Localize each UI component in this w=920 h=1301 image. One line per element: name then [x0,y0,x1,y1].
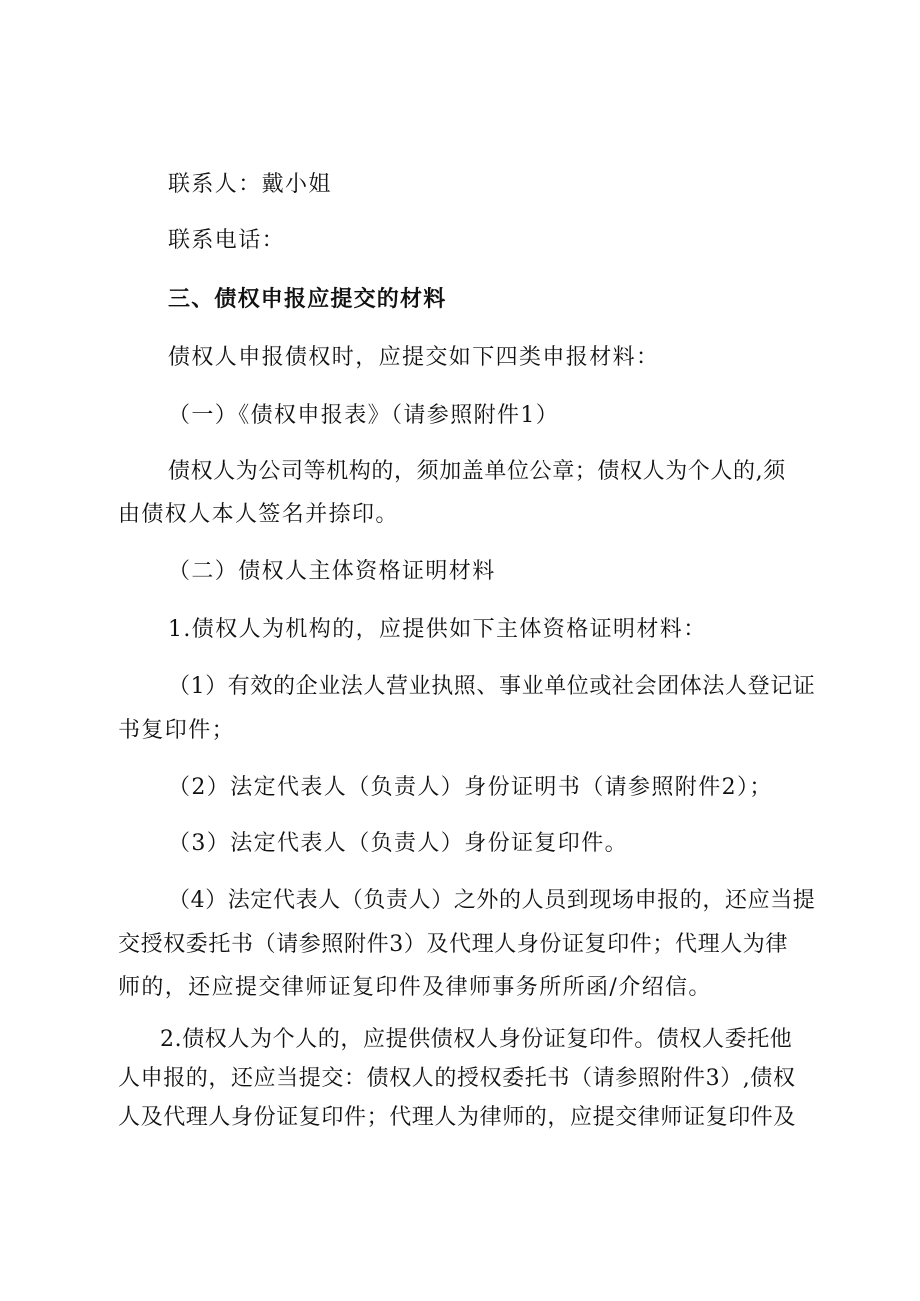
paragraph-line: 2.债权人为个人的，应提供债权人身份证复印件。债权人委托他 [160,1027,793,1052]
paragraph-line: 债权人为公司等机构的，须加盖单位公章；债权人为个人的,须 [168,459,786,484]
subheading-line: （二）债权人主体资格证明材料 [168,559,496,584]
paragraph-line: 书复印件； [118,718,236,743]
paragraph-line: 交授权委托书（请参照附件3）及代理人身份证复印件；代理人为律 [118,932,788,957]
paragraph-line: 人及代理人身份证复印件；代理人为律师的，应提交律师证复印件及 [118,1105,797,1130]
paragraph-line: 人申报的，还应当提交：债权人的授权委托书（请参照附件3）,债权 [118,1066,796,1091]
paragraph-line: （1）有效的企业法人营业执照、事业单位或社会团体法人登记证 [168,674,816,699]
paragraph-line: 债权人申报债权时，应提交如下四类申报材料： [168,345,660,370]
paragraph-line: （2）法定代表人（负责人）身份证明书（请参照附件2）； [168,775,773,800]
paragraph-line: （3）法定代表人（负责人）身份证复印件。 [168,831,628,856]
paragraph-line: 由债权人本人签名并捺印。 [118,502,399,527]
paragraph-line: 师的，还应提交律师证复印件及律师事务所所函/介绍信。 [118,975,712,1000]
paragraph-line: 1.债权人为机构的，应提供如下主体资格证明材料： [168,617,707,642]
contact-person-line: 联系人：戴小姐 [168,172,332,197]
section-heading: 三、债权申报应提交的材料 [168,287,447,312]
contact-phone-line: 联系电话： [168,228,286,253]
subheading-line: （一）《债权申报表》（请参照附件1） [168,403,560,428]
paragraph-line: （4）法定代表人（负责人）之外的人员到现场申报的，还应当提 [168,888,816,913]
